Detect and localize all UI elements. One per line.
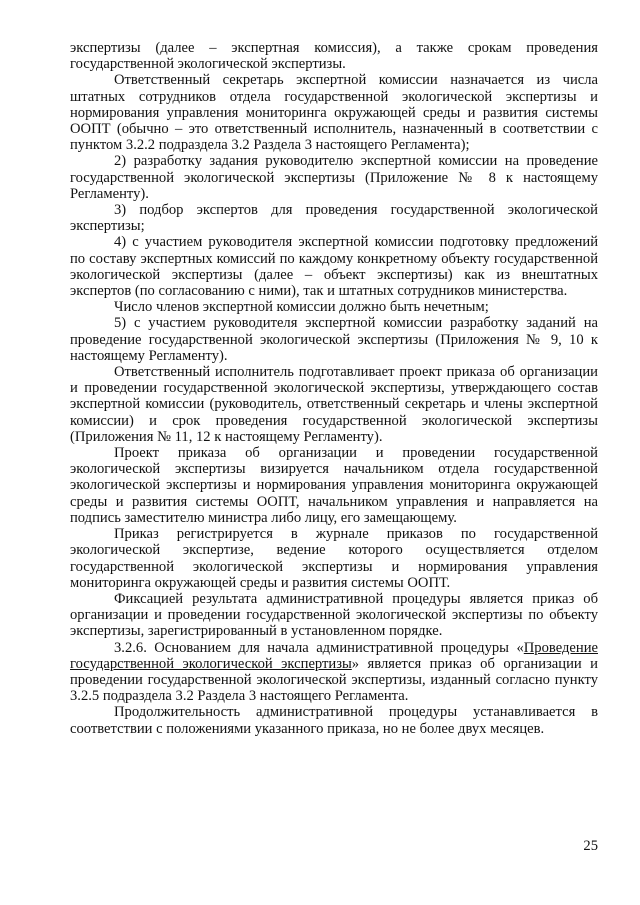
document-page <box>70 40 598 737</box>
paragraph-3-2-6 <box>70 640 598 705</box>
paragraph-result: Фиксацией результата административной процедуры является приказ об организации и проведении государственной экологической экспертизы по объекту экспертизы, зарегистрированный в установленном порядке. <box>70 590 598 640</box>
page-number: 25 <box>583 838 598 854</box>
paragraph-members-count: Число членов экспертной комиссии должно быть нечетным; <box>114 299 489 316</box>
paragraph-continuation: экспертизы (далее – экспертная комиссия), а также срокам проведения государственной экологической экспертизы. <box>70 40 598 73</box>
paragraph-3-2-6-before: 3.2.6. Основанием для начала административной процедуры « <box>114 639 524 656</box>
paragraph-duration: Продолжительность административной процедуры устанавливается в соответствии с положениями указанного приказа, но не более двух месяцев. <box>70 704 598 737</box>
paragraph-item-3: 3) подбор экспертов для проведения государственной экологической экспертизы; <box>70 202 598 235</box>
paragraph-order-approval: Проект приказа об организации и проведении государственной экологической экспертизы визируется начальником отдела государственной экологической экспертизы и нормирования управления мониторинга окружающей среды и развития системы ООПТ, начальником управления и направляется на подпись заместителю министра либо лицу, его замещающему. <box>70 445 598 526</box>
paragraph-item-2: 2) разработку задания руководителю экспертной комиссии на проведение государственной экологической экспертизы (Приложение № 8 к настоящему Регламенту). <box>70 153 598 202</box>
paragraph-secretary: Ответственный секретарь экспертной комиссии назначается из числа штатных сотрудников отдела государственной экологической экспертизы и нормирования управления мониторинга окружающей среды и развития системы ООПТ (обычно – это ответственный исполнитель, назначенный в соответствии с пунктом 3.2.2 подраздела 3.2 Раздела 3 настоящего Регламента); <box>70 72 598 154</box>
paragraph-item-4: 4) с участием руководителя экспертной комиссии подготовку предложений по составу экспертных комиссий по каждому конкретному объекту государственной экологической экспертизы (далее – объект экспертизы) как из внештатных экспертов (по согласованию с ними), так и штатных сотрудников министерства. <box>70 234 598 300</box>
paragraph-3-2-6-after: » является приказ об организации и проведении государственной экологической экспертизы, изданный согласно пункту 3.2.5 подраздела 3.2 Раздела 3 настоящего Регламента. <box>70 655 598 705</box>
paragraph-order-registration: Приказ регистрируется в журнале приказов по государственной экологической экспертизе, ведение которого осуществляется отделом государственной экологической экспертизы и нормирования управления мониторинга окружающей среды и развития системы ООПТ. <box>70 526 598 591</box>
procedure-link[interactable]: Проведение государственной экологической экспертизы <box>70 639 598 672</box>
paragraph-order-draft: Ответственный исполнитель подготавливает проект приказа об организации и проведении государственной экологической экспертизы, утверждающего состав экспертной комиссии (руководитель, ответственный секретарь и члены экспертной комиссии) и срок проведения государственной экологической экспертизы (Приложения № 11, 12 к настоящему Регламенту). <box>70 364 598 445</box>
paragraph-item-5: 5) с участием руководителя экспертной комиссии разработку заданий на проведение государственной экологической экспертизы (Приложения № 9, 10 к настоящему Регламенту). <box>70 315 598 364</box>
